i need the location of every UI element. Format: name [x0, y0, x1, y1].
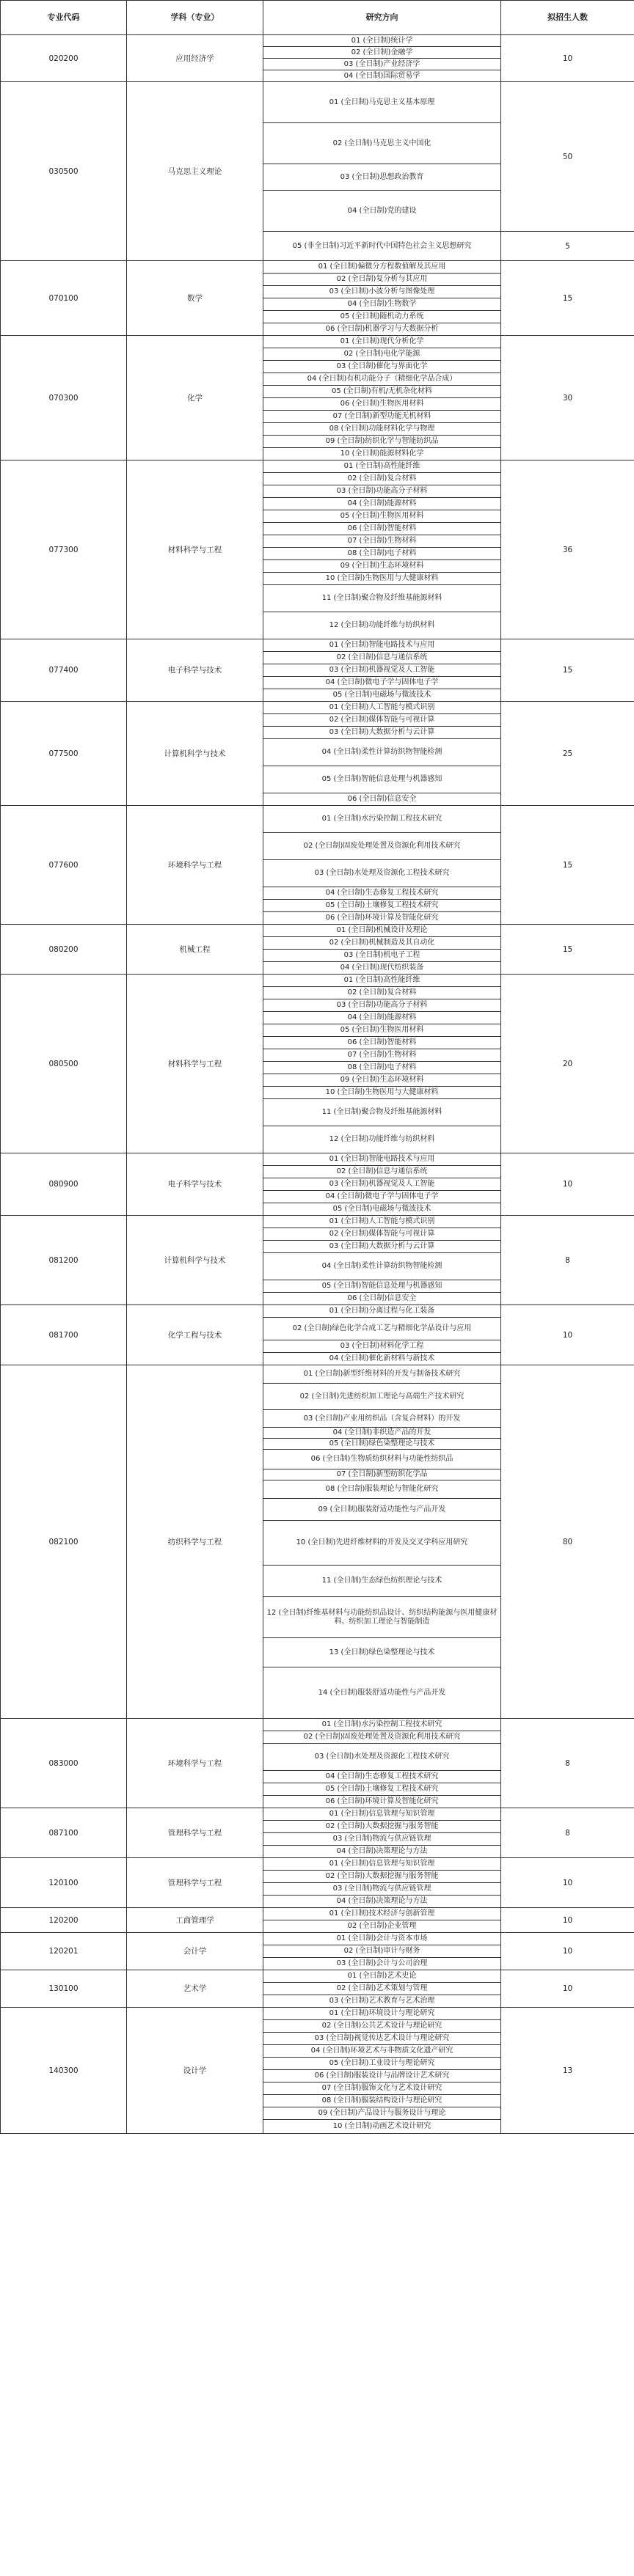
- direction-cell: 03 (全日制)机器视觉及人工智能: [263, 664, 501, 677]
- direction-cell: 01 (全日制)高性能纤维: [263, 460, 501, 473]
- direction-cell: 07 (全日制)服饰文化与艺术设计研究: [263, 2083, 501, 2095]
- plan-count: 10: [501, 1305, 634, 1365]
- direction-cell: 01 (全日制)机械设计及理论: [263, 925, 501, 937]
- plan-count: 20: [501, 975, 634, 1153]
- direction-cell: 11 (全日制)聚合物及纤维基能源材料: [263, 585, 501, 612]
- direction-cell: 01 (全日制)分离过程与化工装备: [263, 1305, 501, 1318]
- major-code: 080900: [1, 1153, 127, 1216]
- table-row: [1, 261, 634, 274]
- table-row: [1, 82, 634, 123]
- direction-cell: 12 (全日制)纤维基材料与功能纺织品设计、纺织结构能源与医用健康材料、纺织加工理论与智能制造: [263, 1597, 501, 1638]
- major-code: 081200: [1, 1216, 127, 1305]
- major-name: 电子科学与技术: [127, 639, 263, 702]
- direction-cell: 02 (全日制)大数据挖掘与服务智能: [263, 1871, 501, 1883]
- direction-cell: 03 (全日制)会计与公司治理: [263, 1958, 501, 1970]
- direction-cell: 02 (全日制)复合材料: [263, 987, 501, 999]
- direction-cell: 04 (全日制)现代纺织装备: [263, 962, 501, 975]
- table-row: [1, 975, 634, 987]
- direction-cell: 03 (全日制)大数据分析与云计算: [263, 1241, 501, 1253]
- direction-cell: 05 (全日制)绿色染整理论与技术: [263, 1439, 501, 1450]
- major-name: 应用经济学: [127, 35, 263, 82]
- direction-cell: 07 (全日制)生物材料: [263, 1049, 501, 1062]
- plan-count: 10: [501, 1970, 634, 2008]
- table-row: [1, 1305, 634, 1318]
- major-name: 化学工程与技术: [127, 1305, 263, 1365]
- header-row: [1, 1, 634, 35]
- direction-cell: 01 (全日制)技术经济与创新管理: [263, 1908, 501, 1920]
- direction-cell: 06 (全日制)信息安全: [263, 793, 501, 806]
- plan-count: 50: [501, 82, 634, 232]
- direction-cell: 06 (全日制)环境计算及智能化研究: [263, 912, 501, 925]
- plan-count: 15: [501, 806, 634, 925]
- plan-count: 10: [501, 35, 634, 82]
- direction-cell: 03 (全日制)大数据分析与云计算: [263, 727, 501, 739]
- direction-cell: 02 (全日制)先进纺织加工理论与高端生产技术研究: [263, 1384, 501, 1410]
- direction-cell: 04 (全日制)能源材料: [263, 498, 501, 510]
- direction-cell: 01 (全日制)会计与资本市场: [263, 1933, 501, 1945]
- direction-cell: 03 (全日制)机器视觉及人工智能: [263, 1178, 501, 1191]
- header-major: 学科（专业）: [127, 1, 263, 35]
- direction-cell: 02 (全日制)媒体智能与可视计算: [263, 1228, 501, 1241]
- header-code: 专业代码: [1, 1, 127, 35]
- direction-cell: 02 (全日制)媒体智能与可视计算: [263, 714, 501, 727]
- major-code: 082100: [1, 1365, 127, 1719]
- direction-cell: 03 (全日制)产业用纺织品（含复合材料）的开发: [263, 1410, 501, 1428]
- major-name: 化学: [127, 336, 263, 460]
- direction-cell: 01 (全日制)统计学: [263, 35, 501, 47]
- direction-cell: 05 (全日制)生物医用材料: [263, 1024, 501, 1037]
- direction-cell: 04 (全日制)生态修复工程技术研究: [263, 887, 501, 900]
- major-name: 纺织科学与工程: [127, 1365, 263, 1719]
- major-code: 070100: [1, 261, 127, 336]
- table-row: [1, 1216, 634, 1228]
- direction-cell: 02 (全日制)固废处理处置及资源化利用技术研究: [263, 1731, 501, 1744]
- direction-cell: 11 (全日制)生态绿色纺织理论与技术: [263, 1566, 501, 1597]
- direction-cell: 10 (全日制)先进纤维材料的开发及交叉学科应用研究: [263, 1521, 501, 1566]
- table-row: [1, 1365, 634, 1384]
- major-code: 077600: [1, 806, 127, 925]
- direction-cell: 12 (全日制)功能纤维与纺织材料: [263, 1126, 501, 1153]
- direction-cell: 04 (全日制)党的建设: [263, 191, 501, 232]
- direction-cell: 03 (全日制)水处理及资源化工程技术研究: [263, 1744, 501, 1771]
- direction-cell: 08 (全日制)电子材料: [263, 1062, 501, 1074]
- table-row: [1, 460, 634, 473]
- direction-cell: 01 (全日制)人工智能与模式识别: [263, 702, 501, 714]
- direction-cell: 03 (全日制)材料化学工程: [263, 1340, 501, 1353]
- direction-cell: 05 (全日制)随机动力系统: [263, 311, 501, 323]
- table-row: [1, 35, 634, 47]
- major-name: 管理科学与工程: [127, 1808, 263, 1858]
- direction-cell: 09 (全日制)产品设计与服务设计与理论: [263, 2107, 501, 2120]
- plan-count: 8: [501, 1719, 634, 1808]
- major-name: 会计学: [127, 1933, 263, 1970]
- header-plan: 拟招生人数: [501, 1, 634, 35]
- direction-cell: 05 (全日制)电磁场与微波技术: [263, 1203, 501, 1216]
- direction-cell: 04 (全日制)能源材料: [263, 1012, 501, 1024]
- direction-cell: 05 (全日制)生物医用材料: [263, 510, 501, 523]
- direction-cell: 02 (全日制)金融学: [263, 47, 501, 59]
- major-code: 077300: [1, 460, 127, 639]
- direction-cell: 02 (全日制)复合材料: [263, 473, 501, 485]
- major-name: 艺术学: [127, 1970, 263, 2008]
- major-name: 计算机科学与技术: [127, 702, 263, 806]
- major-name: 环境科学与工程: [127, 806, 263, 925]
- direction-cell: 10 (全日制)能源材料化学: [263, 448, 501, 460]
- major-name: 环境科学与工程: [127, 1719, 263, 1808]
- major-name: 马克思主义理论: [127, 82, 263, 261]
- plan-count: 10: [501, 1858, 634, 1908]
- direction-cell: 02 (全日制)机械制造及其自动化: [263, 937, 501, 950]
- direction-cell: 04 (全日制)生物数学: [263, 298, 501, 311]
- plan-count: 8: [501, 1808, 634, 1858]
- direction-cell: 09 (全日制)生态环境材料: [263, 560, 501, 573]
- direction-cell: 07 (全日制)新型纺织化学品: [263, 1469, 501, 1480]
- major-name: 材料科学与工程: [127, 460, 263, 639]
- direction-cell: 03 (全日制)艺术教育与艺术治理: [263, 1995, 501, 2008]
- direction-cell: 03 (全日制)产业经济学: [263, 59, 501, 70]
- direction-cell: 06 (全日制)机器学习与大数据分析: [263, 323, 501, 336]
- direction-cell: 03 (全日制)思想政治教育: [263, 164, 501, 191]
- major-code: 070300: [1, 336, 127, 460]
- major-name: 设计学: [127, 2008, 263, 2134]
- direction-cell: 04 (全日制)国际贸易学: [263, 70, 501, 82]
- direction-cell: 02 (全日制)固废处理处置及资源化利用技术研究: [263, 833, 501, 860]
- direction-cell: 03 (全日制)功能高分子材料: [263, 999, 501, 1012]
- direction-cell: 01 (全日制)新型纤维材料的开发与制备技术研究: [263, 1365, 501, 1384]
- plan-count: 15: [501, 261, 634, 336]
- direction-cell: 01 (全日制)智能电路技术与应用: [263, 1153, 501, 1166]
- direction-cell: 01 (全日制)水污染控制工程技术研究: [263, 806, 501, 833]
- direction-cell: 06 (全日制)生物质纺织材料与功能性纺织品: [263, 1450, 501, 1469]
- direction-cell: 02 (全日制)审计与财务: [263, 1945, 501, 1958]
- major-name: 机械工程: [127, 925, 263, 975]
- direction-cell: 12 (全日制)功能纤维与纺织材料: [263, 612, 501, 639]
- direction-cell: 11 (全日制)聚合物及纤维基能源材料: [263, 1099, 501, 1126]
- table-row: [1, 925, 634, 937]
- direction-cell: 04 (全日制)环境艺术与非物质文化遗产研究: [263, 2045, 501, 2058]
- direction-cell: 06 (全日制)环境计算及智能化研究: [263, 1796, 501, 1808]
- plan-count: 25: [501, 702, 634, 806]
- major-code: 081700: [1, 1305, 127, 1365]
- direction-cell: 03 (全日制)机电子工程: [263, 950, 501, 962]
- major-code: 087100: [1, 1808, 127, 1858]
- major-code: 020200: [1, 35, 127, 82]
- plan-count: 10: [501, 1933, 634, 1970]
- direction-cell: 02 (全日制)公共艺术设计与理论研究: [263, 2020, 501, 2033]
- direction-cell: 04 (全日制)决策理论与方法: [263, 1846, 501, 1858]
- direction-cell: 09 (全日制)服装舒适功能性与产品开发: [263, 1499, 501, 1521]
- direction-cell: 04 (全日制)决策理论与方法: [263, 1896, 501, 1908]
- direction-cell: 01 (全日制)信息管理与知识管理: [263, 1858, 501, 1871]
- direction-cell: 05 (全日制)土壤修复工程技术研究: [263, 900, 501, 912]
- plan-count: 8: [501, 1216, 634, 1305]
- direction-cell: 06 (全日制)生物医用材料: [263, 398, 501, 411]
- table-row: [1, 806, 634, 833]
- major-name: 管理科学与工程: [127, 1858, 263, 1908]
- direction-cell: 02 (全日制)绿色化学合成工艺与精细化学品设计与应用: [263, 1318, 501, 1340]
- plan-count: 10: [501, 1153, 634, 1216]
- direction-cell: 04 (全日制)生态修复工程技术研究: [263, 1771, 501, 1783]
- major-name: 工商管理学: [127, 1908, 263, 1933]
- plan-count: 13: [501, 2008, 634, 2134]
- table-row: [1, 1808, 634, 1821]
- plan-count: 15: [501, 639, 634, 702]
- direction-cell: 02 (全日制)企业管理: [263, 1920, 501, 1933]
- table-row: [1, 336, 634, 348]
- major-code: 077500: [1, 702, 127, 806]
- direction-cell: 03 (全日制)催化与界面化学: [263, 361, 501, 373]
- plan-count: 80: [501, 1365, 634, 1719]
- plan-count: 15: [501, 925, 634, 975]
- major-name: 数学: [127, 261, 263, 336]
- direction-cell: 02 (全日制)信息与通信系统: [263, 652, 501, 664]
- table-row: [1, 2008, 634, 2020]
- direction-cell: 05 (全日制)有机/无机杂化材料: [263, 386, 501, 398]
- direction-cell: 03 (全日制)水处理及资源化工程技术研究: [263, 860, 501, 887]
- table-row: [1, 1858, 634, 1871]
- direction-cell: 04 (全日制)柔性计算纺织物智能检测: [263, 1253, 501, 1280]
- table-row: [1, 1933, 634, 1945]
- direction-cell: 04 (全日制)微电子学与固体电子学: [263, 677, 501, 689]
- plan-count: 36: [501, 460, 634, 639]
- table-row: [1, 1719, 634, 1731]
- direction-cell: 02 (全日制)信息与通信系统: [263, 1166, 501, 1178]
- direction-cell: 04 (全日制)柔性计算纺织物智能检测: [263, 739, 501, 766]
- table-row: [1, 1970, 634, 1983]
- direction-cell: 05 (全日制)工业设计与理论研究: [263, 2058, 501, 2070]
- direction-cell: 01 (全日制)马克思主义基本原理: [263, 82, 501, 123]
- major-code: 080200: [1, 925, 127, 975]
- table-row: [1, 1153, 634, 1166]
- major-name: 计算机科学与技术: [127, 1216, 263, 1305]
- direction-cell: 04 (全日制)催化新材料与新技术: [263, 1353, 501, 1365]
- direction-cell: 14 (全日制)服装舒适功能性与产品开发: [263, 1667, 501, 1719]
- direction-cell: 02 (全日制)复分析与其应用: [263, 274, 501, 286]
- direction-cell: 07 (全日制)生物材料: [263, 535, 501, 548]
- direction-cell: 01 (全日制)偏微分方程数值解及其应用: [263, 261, 501, 274]
- header-direction: 研究方向: [263, 1, 501, 35]
- major-code: 130100: [1, 1970, 127, 2008]
- direction-cell: 02 (全日制)大数据挖掘与服务智能: [263, 1821, 501, 1833]
- direction-cell: 04 (全日制)有机功能分子（精细化学品合成）: [263, 373, 501, 386]
- plan-count: 5: [501, 232, 634, 261]
- table-row: [1, 639, 634, 652]
- direction-cell: 03 (全日制)物流与供应链管理: [263, 1883, 501, 1896]
- major-name: 电子科学与技术: [127, 1153, 263, 1216]
- table-body: [1, 35, 634, 2134]
- direction-cell: 03 (全日制)物流与供应链管理: [263, 1833, 501, 1846]
- direction-cell: 10 (全日制)生物医用与大健康材料: [263, 573, 501, 585]
- major-code: 030500: [1, 82, 127, 261]
- direction-cell: 01 (全日制)信息管理与知识管理: [263, 1808, 501, 1821]
- direction-cell: 08 (全日制)电子材料: [263, 548, 501, 560]
- direction-cell: 10 (全日制)生物医用与大健康材料: [263, 1087, 501, 1099]
- major-code: 083000: [1, 1719, 127, 1808]
- direction-cell: 02 (全日制)艺术策划与管理: [263, 1983, 501, 1995]
- direction-cell: 05 (全日制)智能信息处理与机器感知: [263, 1280, 501, 1293]
- direction-cell: 05 (全日制)电磁场与微波技术: [263, 689, 501, 702]
- direction-cell: 08 (全日制)功能材料化学与物理: [263, 423, 501, 436]
- plan-count: 10: [501, 1908, 634, 1933]
- direction-cell: 08 (全日制)服装理论与智能化研究: [263, 1480, 501, 1499]
- major-code: 140300: [1, 2008, 127, 2134]
- direction-cell: 03 (全日制)功能高分子材料: [263, 485, 501, 498]
- direction-cell: 05 (非全日制)习近平新时代中国特色社会主义思想研究: [263, 232, 501, 261]
- table-row: [1, 702, 634, 714]
- direction-cell: 08 (全日制)服装结构设计与理论研究: [263, 2095, 501, 2107]
- direction-cell: 04 (全日制)微电子学与固体电子学: [263, 1191, 501, 1203]
- direction-cell: 03 (全日制)小波分析与图像处理: [263, 286, 501, 298]
- major-code: 077400: [1, 639, 127, 702]
- direction-cell: 01 (全日制)人工智能与模式识别: [263, 1216, 501, 1228]
- direction-cell: 09 (全日制)纺织化学与智能纺织品: [263, 436, 501, 448]
- direction-cell: 06 (全日制)智能材料: [263, 523, 501, 535]
- major-code: 120200: [1, 1908, 127, 1933]
- direction-cell: 02 (全日制)马克思主义中国化: [263, 123, 501, 164]
- direction-cell: 01 (全日制)艺术史论: [263, 1970, 501, 1983]
- direction-cell: 01 (全日制)现代分析化学: [263, 336, 501, 348]
- direction-cell: 02 (全日制)电化学能源: [263, 348, 501, 361]
- direction-cell: 07 (全日制)新型功能无机材料: [263, 411, 501, 423]
- direction-cell: 06 (全日制)智能材料: [263, 1037, 501, 1049]
- direction-cell: 01 (全日制)水污染控制工程技术研究: [263, 1719, 501, 1731]
- direction-cell: 06 (全日制)服装设计与品牌设计艺术研究: [263, 2070, 501, 2083]
- direction-cell: 05 (全日制)智能信息处理与机器感知: [263, 766, 501, 793]
- direction-cell: 01 (全日制)高性能纤维: [263, 975, 501, 987]
- direction-cell: 01 (全日制)环境设计与理论研究: [263, 2008, 501, 2020]
- direction-cell: 10 (全日制)动画艺术设计研究: [263, 2120, 501, 2134]
- major-code: 120201: [1, 1933, 127, 1970]
- major-code: 120100: [1, 1858, 127, 1908]
- major-code: 080500: [1, 975, 127, 1153]
- direction-cell: 01 (全日制)智能电路技术与应用: [263, 639, 501, 652]
- plan-count: 30: [501, 336, 634, 460]
- major-name: 材料科学与工程: [127, 975, 263, 1153]
- direction-cell: 09 (全日制)生态环境材料: [263, 1074, 501, 1087]
- table-row: [1, 1908, 634, 1920]
- direction-cell: 13 (全日制)绿色染整理论与技术: [263, 1638, 501, 1667]
- direction-cell: 05 (全日制)土壤修复工程技术研究: [263, 1783, 501, 1796]
- direction-cell: 06 (全日制)信息安全: [263, 1293, 501, 1305]
- direction-cell: 04 (全日制)非织造产品的开发: [263, 1428, 501, 1439]
- direction-cell: 03 (全日制)视觉传达艺术设计与理论研究: [263, 2033, 501, 2045]
